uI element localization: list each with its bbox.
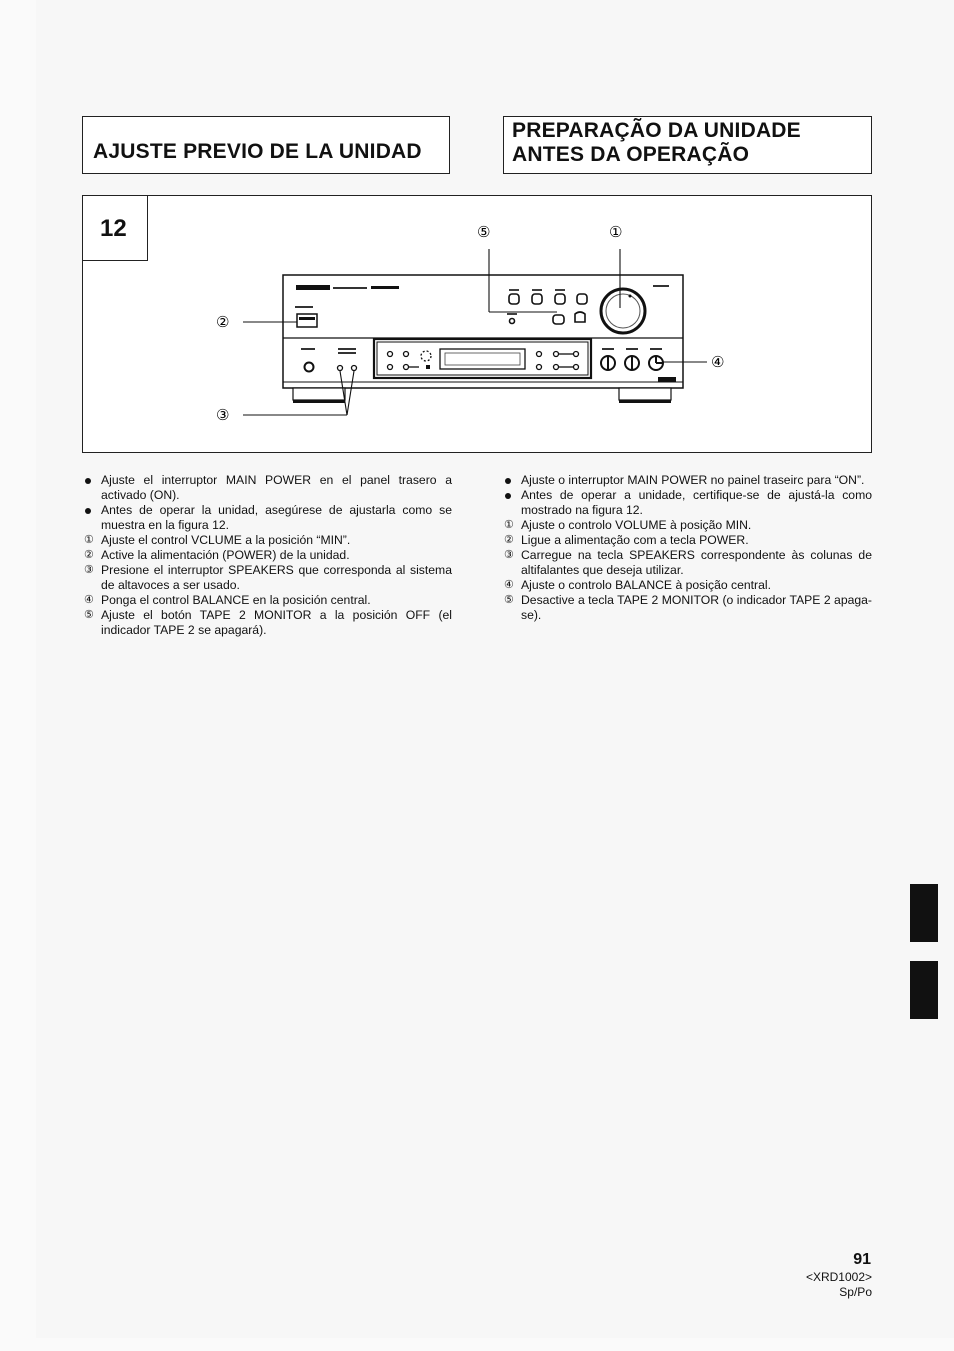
header-title-portuguese <box>512 119 801 167</box>
bullet-icon <box>85 508 91 514</box>
step-number: ① <box>84 534 94 546</box>
step-number: ⑤ <box>84 609 94 621</box>
instruction-item <box>504 533 872 548</box>
step-number: ⑤ <box>504 594 514 606</box>
power-button <box>297 314 317 327</box>
instruction-text: Presione el interruptor SPEAKERS que corresponda al sistema de altavoces a ser usado. <box>101 563 452 592</box>
document-language: Sp/Po <box>839 1285 872 1299</box>
callout-5: ⑤ <box>477 223 491 241</box>
callout-1: ① <box>609 223 623 241</box>
instruction-item <box>504 518 872 533</box>
document-code <box>806 1270 872 1300</box>
speakers-button-b <box>352 366 357 371</box>
thumb-tab-lower <box>910 961 938 1019</box>
step-number: ② <box>504 534 514 546</box>
instruction-item <box>504 473 872 488</box>
callout-4: ④ <box>711 353 725 371</box>
section-header-spanish <box>82 116 450 174</box>
instruction-item <box>504 593 872 623</box>
instructions-portuguese <box>504 473 872 623</box>
receiver-foot-right <box>619 388 671 400</box>
instruction-text: Ajuste el botón TAPE 2 MONITOR a la posición OFF (el indicador TAPE 2 se apagará). <box>101 608 452 637</box>
step-number: ④ <box>504 579 514 591</box>
instruction-text: Ajuste o interruptor MAIN POWER no painel traseirc para “ON”. <box>521 473 865 487</box>
callout-2: ② <box>216 313 230 331</box>
instruction-item <box>84 533 452 548</box>
instructions-spanish <box>84 473 452 638</box>
instruction-item <box>84 503 452 533</box>
thumb-tab-upper <box>910 884 938 942</box>
header-title-spanish: AJUSTE PREVIO DE LA UNIDAD <box>93 140 422 163</box>
step-number: ② <box>84 549 94 561</box>
step-number: ① <box>504 519 514 531</box>
instruction-text: Active la alimentación (POWER) de la unidad. <box>101 548 350 562</box>
step-number: ④ <box>84 594 94 606</box>
instruction-text: Antes de operar la unidad, asegúrese de ajustarla como se muestra en la figura 12. <box>101 503 452 532</box>
document-code-id: <XRD1002> <box>805 1270 872 1284</box>
instruction-text: Carregue na tecla SPEAKERS correspondente às colunas de altifalantes que deseja utilizar. <box>521 548 872 577</box>
instruction-item <box>84 563 452 593</box>
header-title-portuguese-line1: PREPARAÇÃO DA UNIDADE <box>512 119 801 142</box>
header-title-portuguese-line2: ANTES DA OPERAÇÃO <box>512 143 750 166</box>
callout-3: ③ <box>216 406 230 424</box>
instruction-item <box>84 608 452 638</box>
bullet-icon <box>85 478 91 484</box>
instruction-text: Ajuste el control VCLUME a la posición “MIN”. <box>101 533 351 547</box>
step-number: ③ <box>84 564 94 576</box>
instruction-item <box>84 593 452 608</box>
instruction-text: Ajuste o controlo BALANCE à posição central. <box>521 578 771 592</box>
receiver-foot-left <box>293 388 345 400</box>
section-header-portuguese <box>503 116 872 174</box>
instruction-item <box>504 548 872 578</box>
instruction-text: Ajuste el interruptor MAIN POWER en el panel trasero a activado (ON). <box>101 473 452 502</box>
figure-box <box>82 195 872 453</box>
instruction-text: Ponga el control BALANCE en la posición central. <box>101 593 371 607</box>
volume-knob <box>601 289 645 333</box>
speakers-button-a <box>338 366 343 371</box>
display-window <box>440 349 525 369</box>
instruction-item <box>504 578 872 593</box>
instruction-item <box>504 488 872 518</box>
receiver-illustration <box>83 196 871 452</box>
page-number: 91 <box>853 1251 871 1268</box>
instruction-text: Antes de operar a unidade, certifique-se de ajustá-la como mostrado na figura 12. <box>521 488 872 517</box>
step-number: ③ <box>504 549 514 561</box>
figure-number: 12 <box>100 215 127 242</box>
instruction-text: Ajuste o controlo VOLUME à posição MIN. <box>521 518 752 532</box>
instruction-text: Ligue a alimentação com a tecla POWER. <box>521 533 749 547</box>
instruction-item <box>84 473 452 503</box>
bullet-icon <box>505 478 511 484</box>
bullet-icon <box>505 493 511 499</box>
instruction-item <box>84 548 452 563</box>
instruction-text: Desactive a tecla TAPE 2 MONITOR (o indicador TAPE 2 apaga-se). <box>521 593 872 622</box>
brand-logo <box>296 285 330 290</box>
